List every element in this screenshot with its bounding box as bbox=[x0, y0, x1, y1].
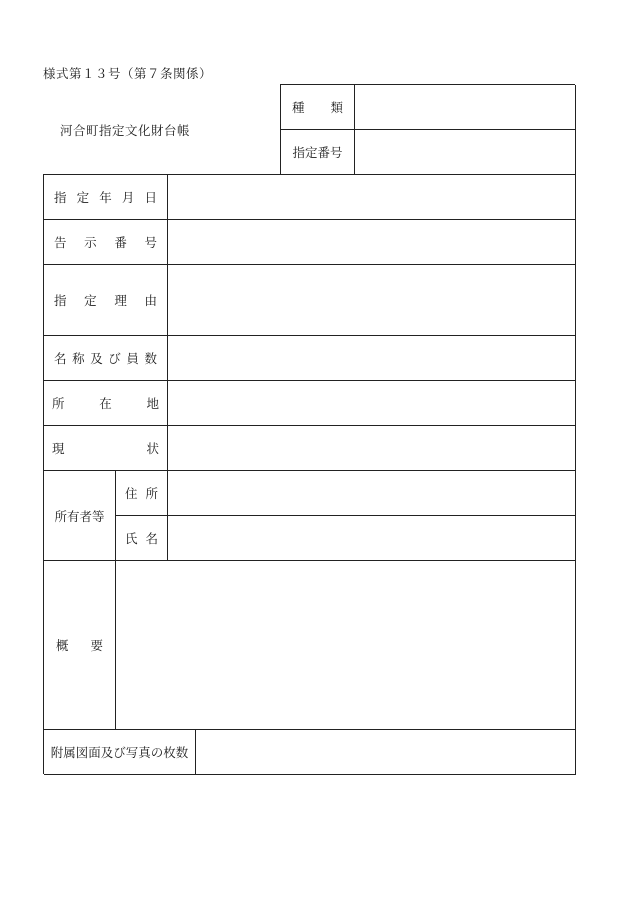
owner-name-label: 氏 名 bbox=[116, 516, 168, 561]
owner-address-value[interactable] bbox=[168, 471, 576, 516]
owner-label: 所有者等 bbox=[44, 471, 116, 561]
location-value[interactable] bbox=[168, 381, 576, 426]
designation-date-value[interactable] bbox=[168, 175, 576, 220]
overview-value[interactable] bbox=[116, 561, 576, 730]
notice-number-value[interactable] bbox=[168, 220, 576, 265]
owner-address-label: 住 所 bbox=[116, 471, 168, 516]
name-and-count-label: 名 称 及 び 員 数 bbox=[44, 336, 168, 381]
form-number: 様式第１３号（第７条関係） bbox=[43, 66, 213, 81]
attachments-value[interactable] bbox=[196, 730, 576, 775]
designation-reason-value[interactable] bbox=[168, 265, 576, 336]
current-state-label: 現 状 bbox=[44, 426, 168, 471]
overview-label: 概 要 bbox=[44, 561, 116, 730]
location-label: 所 在 地 bbox=[44, 381, 168, 426]
type-number-box bbox=[280, 84, 575, 174]
type-label: 種 類 bbox=[281, 85, 355, 130]
type-value[interactable] bbox=[355, 85, 576, 130]
designation-date-label: 指 定 年 月 日 bbox=[44, 175, 168, 220]
designation-reason-label: 指 定 理 由 bbox=[44, 265, 168, 336]
designation-number-value[interactable] bbox=[355, 130, 576, 175]
notice-number-label: 告 示 番 号 bbox=[44, 220, 168, 265]
designation-number-label: 指定番号 bbox=[281, 130, 355, 175]
register-title: 河合町指定文化財台帳 bbox=[60, 123, 191, 138]
name-and-count-value[interactable] bbox=[168, 336, 576, 381]
owner-name-value[interactable] bbox=[168, 516, 576, 561]
attachments-label: 附属図面及び写真の枚数 bbox=[44, 730, 196, 775]
current-state-value[interactable] bbox=[168, 426, 576, 471]
main-table bbox=[43, 174, 575, 774]
